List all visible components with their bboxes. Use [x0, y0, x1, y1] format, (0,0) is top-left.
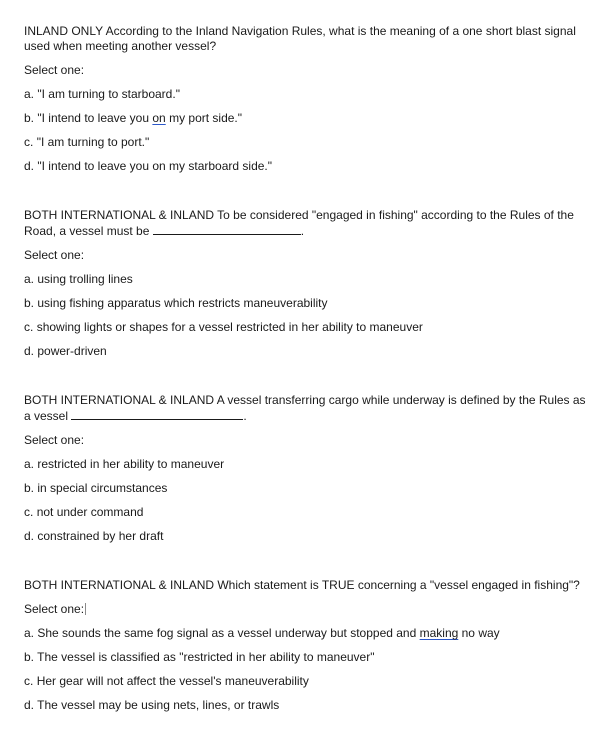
- question-3-prompt: [24, 393, 590, 424]
- option-text-before: She sounds the same fog signal as a vessel underway but stopped and: [37, 626, 420, 640]
- option-text: "I am turning to port.": [36, 135, 150, 149]
- option-text: showing lights or shapes for a vessel restricted in her ability to maneuver: [36, 320, 423, 334]
- question-3-option-c[interactable]: [24, 505, 590, 520]
- fill-in-blank: [71, 408, 243, 420]
- option-text: "I intend to leave you on my starboard side.": [37, 159, 273, 173]
- option-letter: c.: [24, 135, 34, 149]
- spacer: [24, 544, 590, 578]
- question-3-option-d[interactable]: [24, 529, 590, 544]
- option-letter: d.: [24, 344, 35, 358]
- question-2-option-b[interactable]: [24, 296, 590, 311]
- question-3-option-b[interactable]: [24, 481, 590, 496]
- option-text: The vessel may be using nets, lines, or trawls: [37, 698, 280, 712]
- option-text: "I am turning to starboard.": [37, 87, 180, 101]
- question-2: [24, 208, 590, 359]
- question-1-option-c[interactable]: [24, 135, 590, 150]
- spacer: [24, 174, 590, 208]
- spellcheck-underlined-word: making: [419, 626, 459, 640]
- option-letter: b.: [24, 481, 35, 495]
- select-label-text: Select one:: [24, 602, 85, 616]
- option-letter: d.: [24, 698, 35, 712]
- option-text: restricted in her ability to maneuver: [37, 457, 225, 471]
- question-1-prompt: INLAND ONLY According to the Inland Navigation Rules, what is the meaning of a one short blast signal used when meeting another vessel?: [24, 24, 576, 53]
- question-1-option-b[interactable]: [24, 111, 590, 126]
- question-1: [24, 24, 590, 174]
- option-text: constrained by her draft: [37, 529, 164, 543]
- option-text: not under command: [36, 505, 144, 519]
- option-text: power-driven: [37, 344, 107, 358]
- text-cursor: [85, 603, 86, 615]
- question-2-select-label: Select one:: [24, 248, 85, 262]
- option-letter: a.: [24, 457, 35, 471]
- option-text: in special circumstances: [37, 481, 168, 495]
- option-text: The vessel is classified as "restricted in her ability to maneuver": [37, 650, 375, 664]
- question-2-prompt-end: .: [300, 224, 305, 238]
- question-4: [24, 578, 590, 713]
- question-4-option-d[interactable]: [24, 698, 590, 713]
- question-3-prompt-text: BOTH INTERNATIONAL & INLAND A vessel transferring cargo while underway is defined by the Rules as a vessel: [24, 393, 586, 423]
- option-text-before: "I intend to leave you: [37, 111, 153, 125]
- spacer: [24, 359, 590, 393]
- question-4-select-label[interactable]: [24, 602, 590, 617]
- question-3-select-label: Select one:: [24, 433, 85, 447]
- option-text-after: my port side.": [165, 111, 243, 125]
- option-letter: b.: [24, 650, 35, 664]
- spellcheck-underlined-word: on: [152, 111, 166, 125]
- option-text: Her gear will not affect the vessel's maneuverability: [36, 674, 309, 688]
- question-3: [24, 393, 590, 544]
- option-text: using fishing apparatus which restricts maneuverability: [37, 296, 328, 310]
- option-letter: c.: [24, 320, 34, 334]
- question-2-prompt-text: BOTH INTERNATIONAL & INLAND To be considered "engaged in fishing" according to the Rules of the Road, a vessel must be: [24, 208, 574, 238]
- question-2-option-d[interactable]: [24, 344, 590, 359]
- option-letter: d.: [24, 159, 35, 173]
- option-letter: b.: [24, 111, 35, 125]
- option-text: using trolling lines: [37, 272, 133, 286]
- question-3-option-a[interactable]: [24, 457, 590, 472]
- question-2-option-a[interactable]: [24, 272, 590, 287]
- option-letter: a.: [24, 626, 35, 640]
- question-1-option-a[interactable]: [24, 87, 590, 102]
- option-letter: d.: [24, 529, 35, 543]
- option-letter: c.: [24, 674, 34, 688]
- option-letter: a.: [24, 272, 35, 286]
- option-letter: c.: [24, 505, 34, 519]
- question-1-select-label: Select one:: [24, 63, 85, 77]
- option-text-after: no way: [458, 626, 500, 640]
- question-3-prompt-end: .: [243, 409, 247, 423]
- question-2-prompt: [24, 208, 590, 239]
- fill-in-blank: [153, 223, 301, 235]
- question-2-option-c[interactable]: [24, 320, 590, 335]
- option-letter: a.: [24, 87, 35, 101]
- question-4-option-b[interactable]: [24, 650, 590, 665]
- question-1-option-d[interactable]: [24, 159, 590, 174]
- question-4-prompt: BOTH INTERNATIONAL & INLAND Which statement is TRUE concerning a "vessel engaged in fishing"?: [24, 578, 580, 592]
- question-4-option-a[interactable]: [24, 626, 590, 641]
- document-body: [24, 24, 590, 713]
- option-letter: b.: [24, 296, 35, 310]
- question-4-option-c[interactable]: [24, 674, 590, 689]
